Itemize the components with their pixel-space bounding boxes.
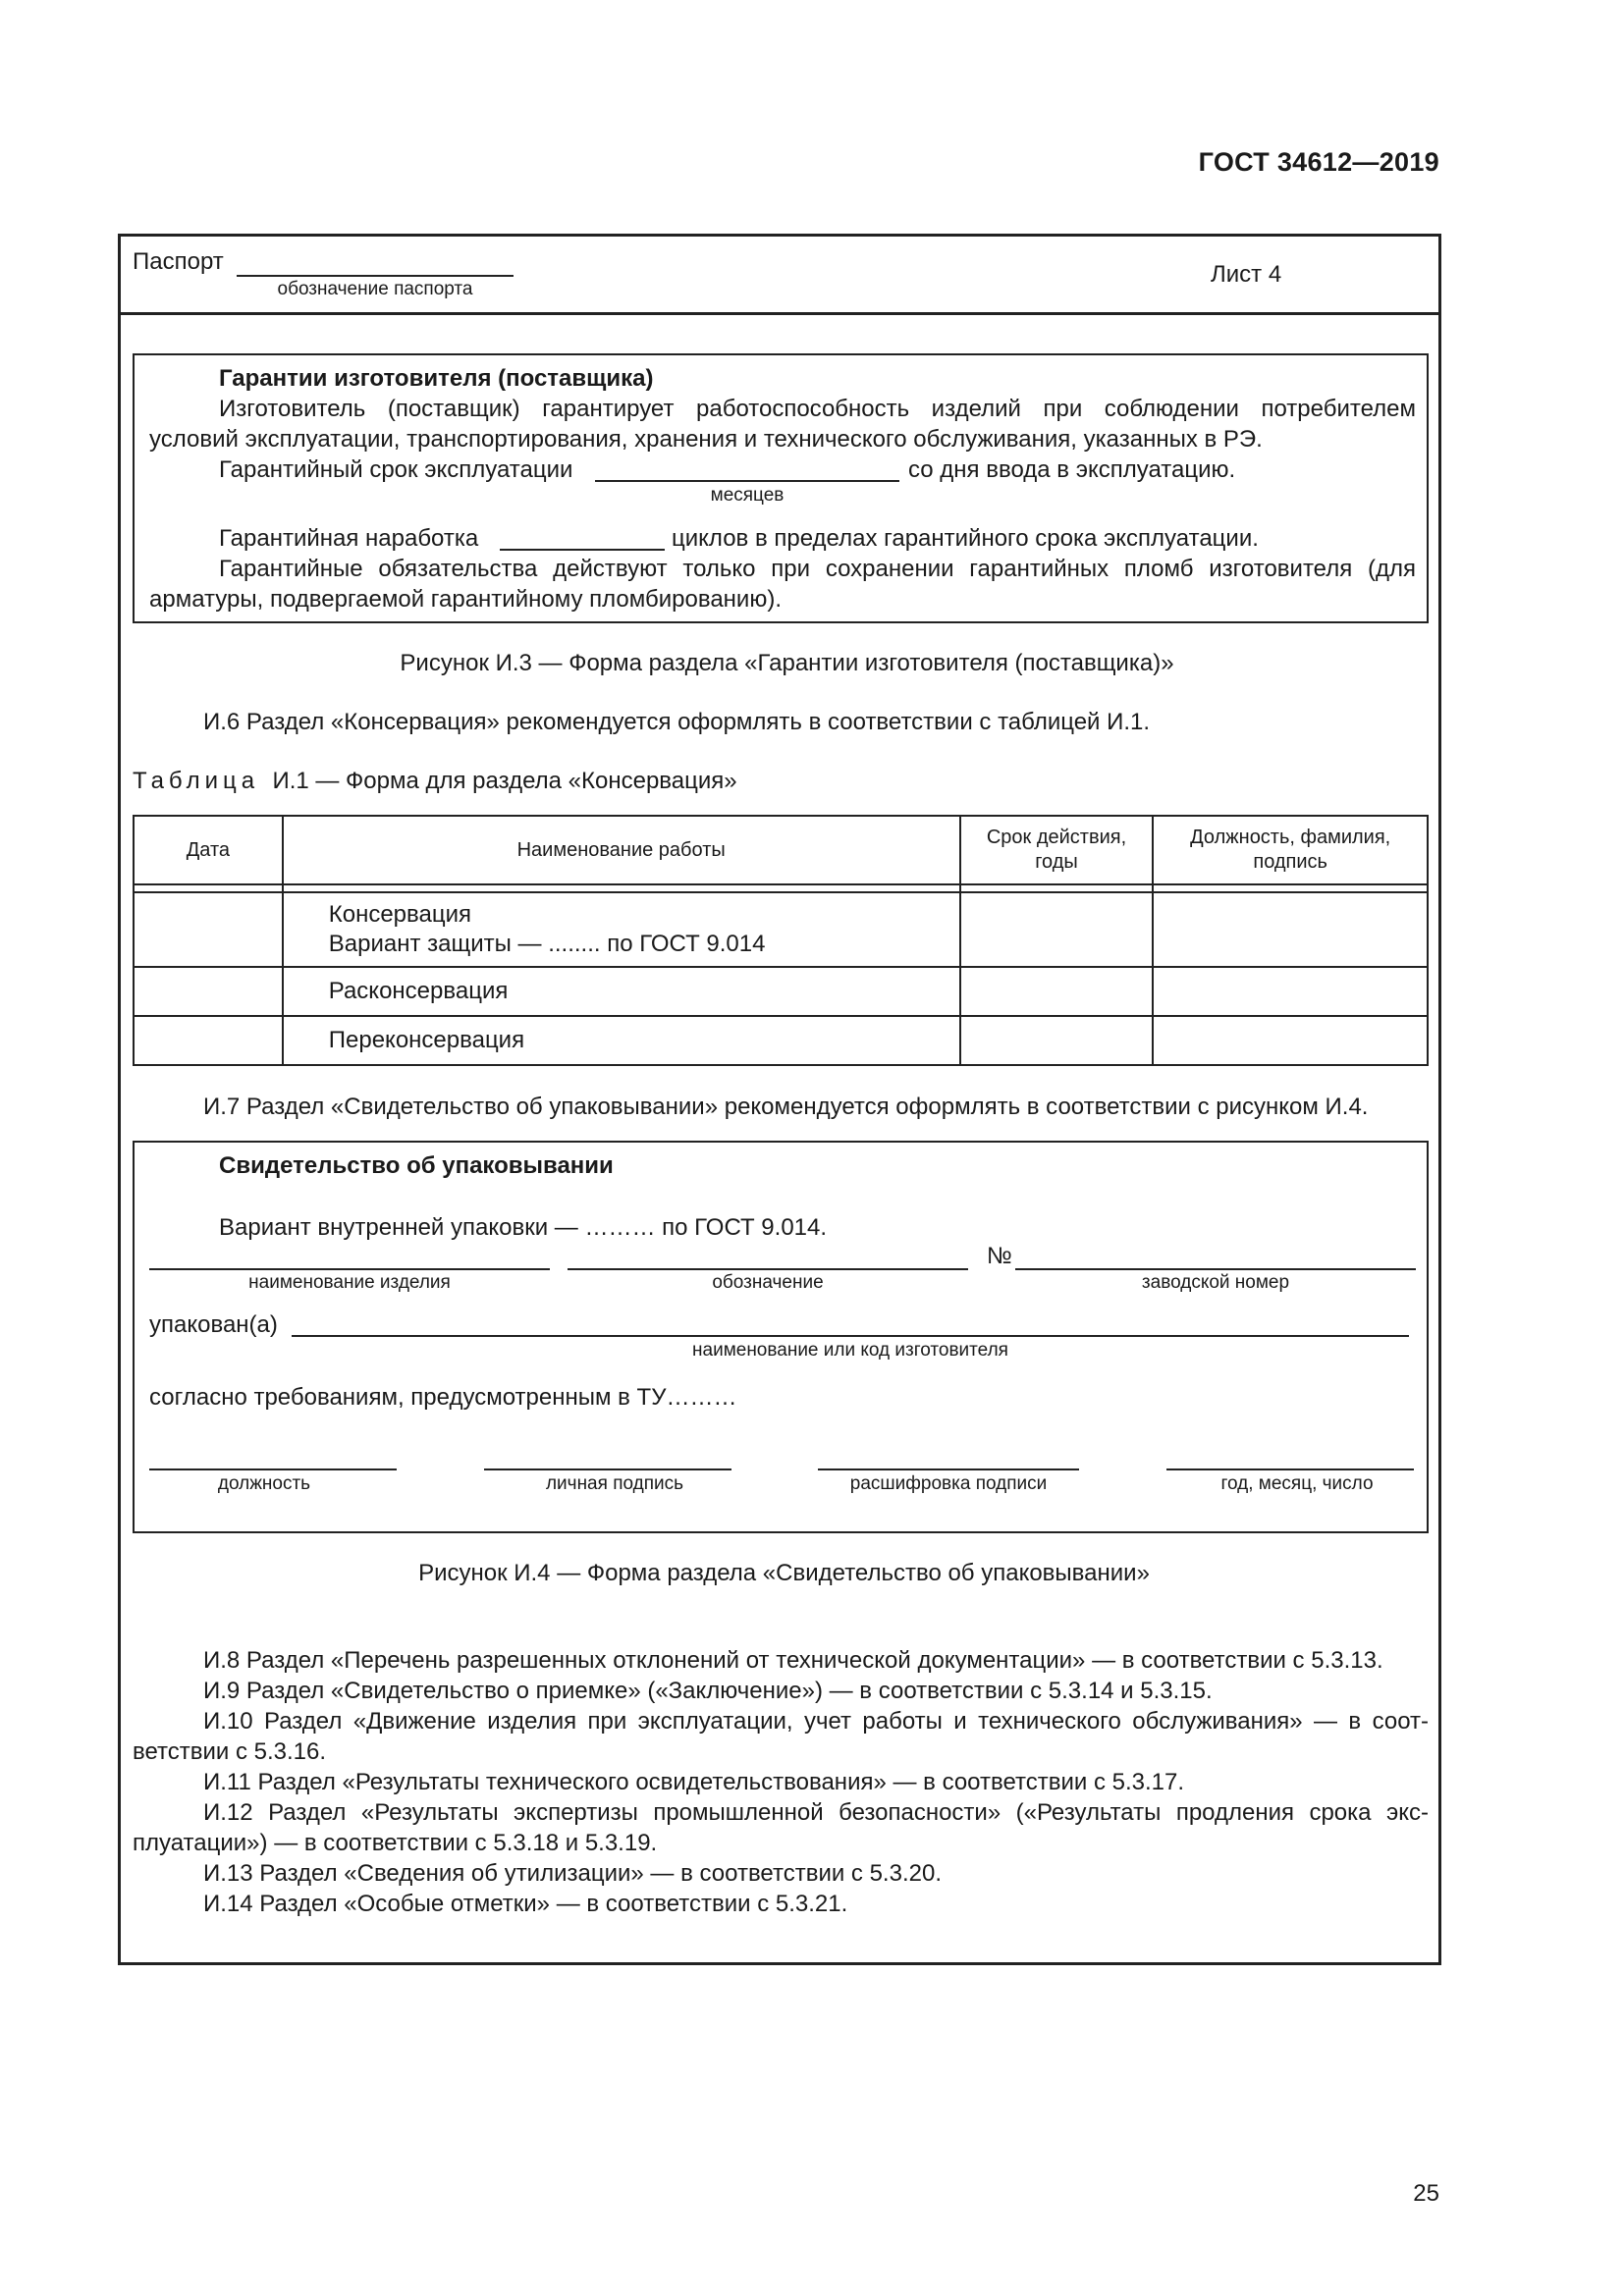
- cell-position: [1153, 892, 1428, 967]
- conservation-table: [133, 815, 1429, 1066]
- table-header-row: [134, 816, 1428, 884]
- page-number: 25: [1413, 2180, 1439, 2207]
- para-i9: И.9 Раздел «Свидетельство о приемке» («Заключение») — в соответствии с 5.3.14 и 5.3.15.: [203, 1678, 1213, 1704]
- product-name-line: [149, 1268, 550, 1270]
- para-i14: И.14 Раздел «Особые отметки» — в соответствии с 5.3.21.: [203, 1891, 848, 1917]
- packed-caption: наименование или код изготовителя: [692, 1340, 1008, 1361]
- para-i8: И.8 Раздел «Перечень разрешенных отклонений от технической документации» — в соответствии с 5.3.13.: [203, 1647, 1383, 1674]
- caption-product-name: наименование изделия: [248, 1272, 451, 1293]
- col-header-work: Наименование работы: [283, 816, 960, 884]
- number-sign: №: [987, 1243, 1012, 1269]
- according-line: согласно требованиям, предусмотренным в ТУ………: [149, 1384, 737, 1411]
- cell-date: [134, 1016, 283, 1065]
- figure-i3-caption: Рисунок И.3 — Форма раздела «Гарантии изготовителя (поставщика)»: [400, 650, 1174, 676]
- para-i10-line2: ветствии с 5.3.16.: [133, 1738, 327, 1765]
- cell-period: [960, 1016, 1154, 1065]
- packing-title: Свидетельство об упаковывании: [219, 1152, 614, 1179]
- cell-work: [283, 892, 960, 967]
- caption-position: должность: [217, 1473, 311, 1494]
- position-line: [149, 1468, 397, 1470]
- table-i1-title-prefix: Таблица: [133, 768, 260, 794]
- passport-header-separator: [118, 312, 1441, 315]
- passport-caption: обозначение паспорта: [277, 279, 473, 299]
- warranty-title: Гарантии изготовителя (поставщика): [219, 365, 654, 392]
- col-header-position: Должность, фамилия, подпись: [1153, 816, 1428, 884]
- col-header-date: Дата: [134, 816, 283, 884]
- cell-work: Переконсервация: [283, 1016, 960, 1065]
- standard-id: ГОСТ 34612—2019: [1198, 147, 1439, 177]
- table-i1-title-rest: И.1 — Форма для раздела «Консервация»: [272, 768, 737, 794]
- designation-line: [568, 1268, 968, 1270]
- table-header-gap: [134, 884, 1428, 892]
- para-i13: И.13 Раздел «Сведения об утилизации» — в соответствии с 5.3.20.: [203, 1860, 942, 1887]
- warranty-operating-line: [500, 549, 665, 551]
- figure-i4-caption: Рисунок И.4 — Форма раздела «Свидетельство об упаковывании»: [418, 1560, 1150, 1586]
- warranty-para3-line2: арматуры, подвергаемой гарантийному пломбированию).: [149, 586, 782, 613]
- caption-date: год, месяц, число: [1220, 1473, 1374, 1494]
- warranty-period-suffix: со дня ввода в эксплуатацию.: [908, 456, 1236, 483]
- caption-serial-number: заводской номер: [1141, 1272, 1290, 1293]
- para-i6: И.6 Раздел «Консервация» рекомендуется оформлять в соответствии с таблицей И.1.: [203, 709, 1151, 735]
- cell-work: Расконсервация: [283, 967, 960, 1016]
- para-i12-line1: И.12 Раздел «Результаты экспертизы промышленной безопасности» («Результаты продления срока экс-: [203, 1799, 1429, 1826]
- para-i12-line2: плуатации») — в соответствии с 5.3.18 и 5.3.19.: [133, 1830, 658, 1856]
- signature-name-line: [818, 1468, 1079, 1470]
- passport-line: [237, 275, 514, 277]
- caption-signature-name: расшифровка подписи: [849, 1473, 1048, 1494]
- caption-signature: личная подпись: [545, 1473, 684, 1494]
- cell-date: [134, 892, 283, 967]
- warranty-para3-line1: Гарантийные обязательства действуют только при сохранении гарантийных пломб изготовителя (для: [219, 556, 1416, 582]
- work-line: Вариант защиты — ........ по ГОСТ 9.014: [328, 931, 766, 957]
- warranty-period-label: Гарантийный срок эксплуатации: [219, 456, 573, 483]
- packed-line: [292, 1335, 1409, 1337]
- packing-variant-line: Вариант внутренней упаковки — ……… по ГОСТ 9.014.: [219, 1214, 828, 1241]
- table-row: [134, 1016, 1428, 1065]
- para-i7: И.7 Раздел «Свидетельство об упаковывании» рекомендуется оформлять в соответствии с рисунком И.4.: [203, 1094, 1369, 1120]
- para-i11: И.11 Раздел «Результаты технического освидетельствования» — в соответствии с 5.3.17.: [203, 1769, 1185, 1795]
- table-row: [134, 892, 1428, 967]
- col-header-period: Срок действия, годы: [960, 816, 1154, 884]
- cell-position: [1153, 1016, 1428, 1065]
- serial-number-line: [1015, 1268, 1416, 1270]
- cell-date: [134, 967, 283, 1016]
- warranty-operating-label: Гарантийная наработка: [219, 525, 479, 552]
- warranty-operating-suffix: циклов в пределах гарантийного срока эксплуатации.: [672, 525, 1259, 552]
- date-line: [1166, 1468, 1414, 1470]
- signature-line: [484, 1468, 731, 1470]
- table-i1-title: [133, 766, 737, 796]
- warranty-para1-line2: условий эксплуатации, транспортирования, хранения и технического обслуживания, указанных в РЭ.: [149, 426, 1263, 453]
- packed-label: упакован(а): [149, 1311, 278, 1338]
- cell-position: [1153, 967, 1428, 1016]
- work-line: Консервация: [328, 901, 472, 928]
- table-row: [134, 967, 1428, 1016]
- warranty-period-line: [595, 480, 899, 482]
- warranty-para1-line1: Изготовитель (поставщик) гарантирует работоспособность изделий при соблюдении потребителем: [219, 396, 1416, 422]
- passport-label: Паспорт: [133, 248, 224, 275]
- caption-designation: обозначение: [712, 1272, 824, 1293]
- warranty-period-caption: месяцев: [710, 485, 785, 506]
- sheet-label: Лист 4: [1211, 261, 1282, 288]
- cell-period: [960, 967, 1154, 1016]
- para-i10-line1: И.10 Раздел «Движение изделия при эксплуатации, учет работы и технического обслуживания» — в соот-: [203, 1708, 1429, 1735]
- cell-period: [960, 892, 1154, 967]
